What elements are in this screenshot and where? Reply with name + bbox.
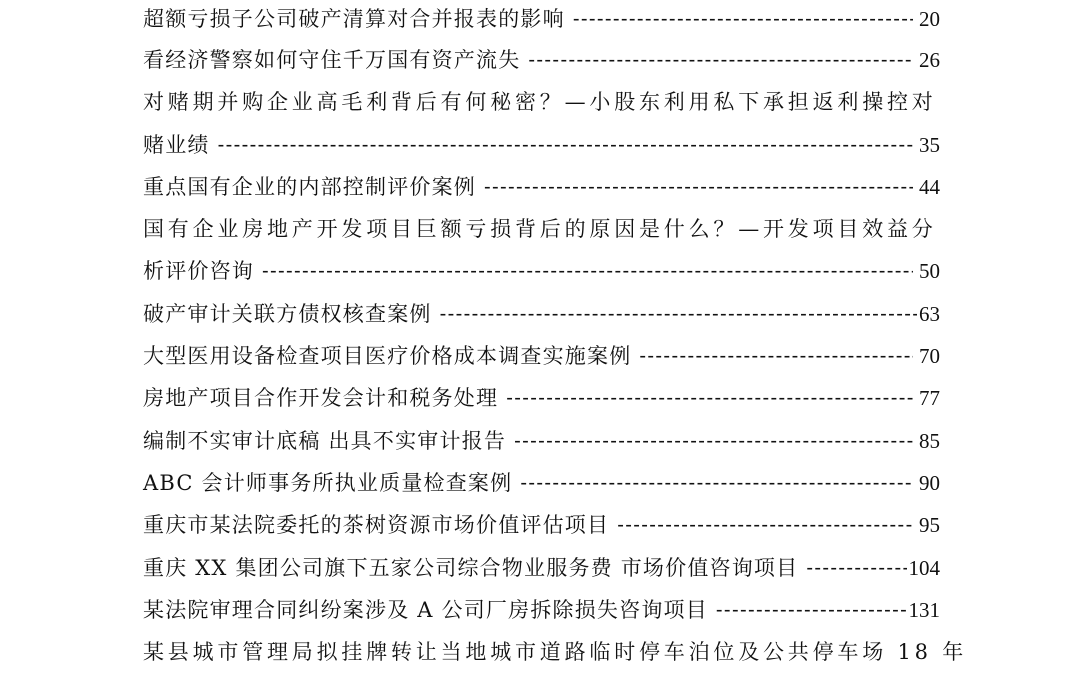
toc-entry-page: 131	[908, 597, 940, 622]
toc-entry[interactable]	[143, 293, 940, 335]
toc-entry-continued[interactable]	[143, 631, 968, 673]
toc-entry-title: 破产审计关联方债权核查案例	[143, 301, 432, 326]
toc-entry[interactable]	[143, 335, 940, 377]
toc-entry-title: 析评价咨询	[143, 259, 254, 284]
dot-leader	[528, 39, 913, 81]
dot-leader	[514, 420, 913, 462]
toc-entry-title: 某县城市管理局拟挂牌转让当地城市道路临时停车泊位及公共停车场 18 年	[143, 640, 968, 665]
toc-entry-title: 重点国有企业的内部控制评价案例	[143, 174, 476, 199]
toc-entry-page: 77	[919, 386, 940, 411]
dot-leader	[806, 547, 906, 589]
toc-entry[interactable]	[143, 462, 940, 504]
toc-entry[interactable]	[143, 377, 940, 419]
dot-leader	[440, 293, 917, 335]
toc-entry[interactable]	[143, 250, 940, 292]
toc-entry-page: 20	[919, 7, 940, 31]
dot-leader	[716, 589, 907, 631]
toc-entry-continued[interactable]	[143, 81, 940, 123]
toc-entry[interactable]	[143, 39, 940, 81]
toc-entry-page: 26	[919, 48, 940, 72]
toc-entry-title: 赌业绩	[143, 132, 210, 157]
toc-entry[interactable]	[143, 589, 940, 631]
dot-leader	[262, 250, 913, 292]
toc-entry-page: 85	[919, 428, 940, 453]
toc-entry-page: 104	[908, 555, 940, 580]
dot-leader	[520, 462, 913, 504]
toc-entry-title: 某法院审理合同纠纷案涉及 A 公司厂房拆除损失咨询项目	[143, 597, 708, 622]
toc-entry-title: 重庆 XX 集团公司旗下五家公司综合物业服务费 市场价值咨询项目	[143, 555, 799, 580]
toc-entry-page: 63	[919, 301, 940, 326]
toc-entry-page: 90	[919, 470, 940, 495]
dot-leader	[506, 377, 913, 419]
toc-entry[interactable]	[143, 166, 940, 208]
table-of-contents	[143, 0, 968, 673]
toc-entry[interactable]	[143, 0, 940, 39]
toc-entry-title: 重庆市某法院委托的茶树资源市场价值评估项目	[143, 513, 610, 538]
toc-entry-title: ABC 会计师事务所执业质量检查案例	[143, 470, 513, 495]
toc-entry-page: 95	[919, 513, 940, 538]
toc-entry-title: 大型医用设备检查项目医疗价格成本调查实施案例	[143, 344, 632, 369]
toc-entry-title: 房地产项目合作开发会计和税务处理	[143, 386, 499, 411]
dot-leader	[573, 0, 913, 39]
toc-entry-title: 看经济警察如何守住千万国有资产流失	[143, 48, 521, 72]
dot-leader	[484, 166, 913, 208]
toc-entry-page: 44	[919, 174, 940, 199]
toc-entry[interactable]	[143, 420, 940, 462]
dot-leader	[617, 504, 913, 546]
dot-leader	[218, 124, 913, 166]
toc-entry-title: 超额亏损子公司破产清算对合并报表的影响	[143, 7, 565, 31]
toc-entry-page: 70	[919, 344, 940, 369]
toc-entry[interactable]	[143, 504, 940, 546]
toc-entry[interactable]	[143, 547, 940, 589]
toc-entry-continued[interactable]	[143, 208, 940, 250]
toc-entry-page: 35	[919, 132, 940, 157]
toc-entry-title: 编制不实审计底稿 出具不实审计报告	[143, 428, 507, 453]
toc-entry[interactable]	[143, 124, 940, 166]
toc-entry-page: 50	[919, 259, 940, 284]
dot-leader	[639, 335, 913, 377]
toc-entry-title: 国有企业房地产开发项目巨额亏损背后的原因是什么？—开发项目效益分	[143, 217, 937, 242]
toc-entry-title: 对赌期并购企业高毛利背后有何秘密？—小股东利用私下承担返利操控对	[143, 90, 937, 115]
